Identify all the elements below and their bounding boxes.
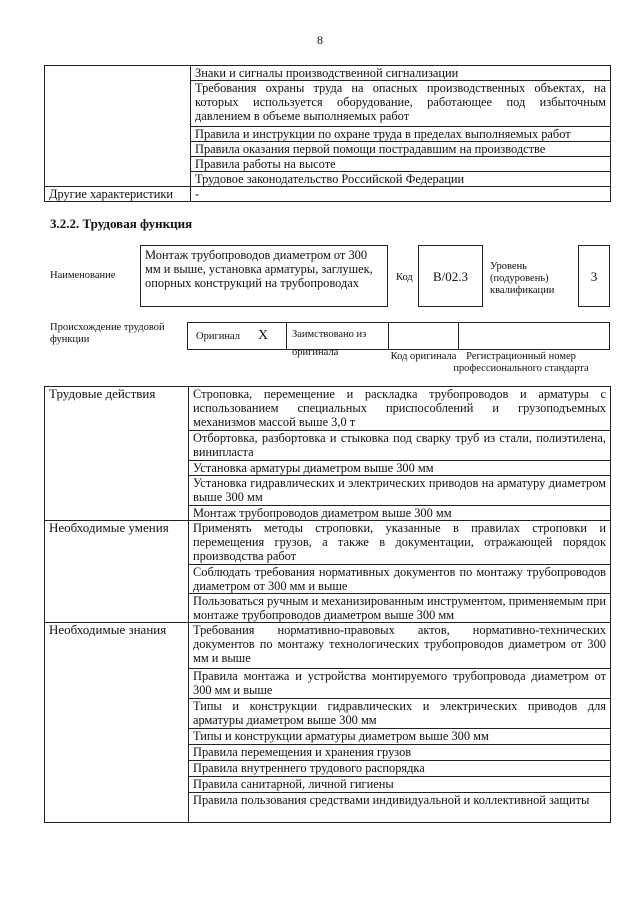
origin-label: Происхождение трудовой функции [50,322,165,345]
function-details-table [44,386,611,823]
top-table-row: Правила работы на высоте [191,157,611,172]
borrowed-label: Заимствовано из оригинала [292,329,367,358]
table-row: Применять методы строповки, указанные в правилах строповки и перемещения грузов, а также в документации, отражающей порядок производства работ [189,521,611,565]
table-row: Соблюдать требования нормативных документов по монтажу трубопроводов диаметром от 300 мм и выше [189,565,611,594]
reg-number-label: Регистрационный номер профессионального стандарта [453,351,589,374]
table-row: Требования нормативно-правовых актов, нормативно-технических документов по монтажу технологических трубопроводов диаметром от 300 мм и выше [189,623,611,669]
other-characteristics-value: - [191,187,611,202]
top-requirements-table [44,65,611,202]
labor-actions-label: Трудовые действия [45,387,189,521]
function-name-box [140,245,388,307]
table-row: Монтаж трубопроводов диаметром выше 300 мм [189,506,611,521]
original-mark: X [258,328,269,343]
section-heading: 3.2.2. Трудовая функция [50,216,193,231]
table-row: Правила пользования средствами индивидуальной и коллективной защиты [189,793,611,823]
required-skills-label: Необходимые умения [45,521,189,623]
table-row: Правила монтажа и устройства монтируемого трубопровода диаметром от 300 мм и выше [189,669,611,699]
code-original-label: Код оригинала [390,351,457,362]
table-row: Правила внутреннего трудового распорядка [189,761,611,777]
table-row: Типы и конструкции арматуры диаметром выше 300 мм [189,729,611,745]
function-code-value: B/02.3 [432,269,469,284]
function-code-box [418,245,483,307]
function-name-value: Монтаж трубопроводов диаметром от 300 мм и выше, установка арматуры, заглушек, опорных конструкций на трубопроводах [145,248,373,290]
table-row: Правила перемещения и хранения грузов [189,745,611,761]
table-row: Установка гидравлических и электрических приводов на арматуру диаметром выше 300 мм [189,476,611,506]
code-label: Код [396,272,413,283]
required-knowledge-label: Необходимые знания [45,623,189,823]
table-row: Правила санитарной, личной гигиены [189,777,611,793]
borrowed-box [286,322,389,358]
name-label: Наименование [50,270,116,281]
table-row: Пользоваться ручным и механизированным инструментом, применяемым при монтаже трубопроводов диаметром выше 300 мм [189,594,611,623]
qualification-level-value: 3 [590,269,598,284]
top-table-blank-cell [45,66,191,187]
qualification-level-box [578,245,610,307]
other-characteristics-label: Другие характеристики [45,187,191,202]
page-number: 8 [317,33,323,47]
table-row: Типы и конструкции гидравлических и электрических приводов для арматуры диаметром выше 300 мм [189,699,611,729]
top-table-row: Правила и инструкции по охране труда в пределах выполняемых работ [191,127,611,142]
top-table-row: Правила оказания первой помощи пострадавшим на производстве [191,142,611,157]
code-original-box [388,322,459,350]
table-row: Строповка, перемещение и раскладка трубопроводов и арматуры с использованием специальных приспособлений и грузоподъемных механизмов массой выше 3,0 т [189,387,611,431]
table-row: Отбортовка, разбортовка и стыковка под сварку труб из стали, полиэтилена, винипласта [189,431,611,461]
original-box [187,322,287,350]
table-row: Установка арматуры диаметром выше 300 мм [189,461,611,476]
top-table-row: Трудовое законодательство Российской Федерации [191,172,611,187]
top-table-row: Знаки и сигналы производственной сигнализации [191,66,611,81]
top-table-row: Требования охраны труда на опасных производственных объектах, на которых используется оборудование, работающее под избыточным давлением в объеме выполняемых работ [191,81,611,127]
reg-number-box [458,322,610,350]
qualification-level-label: Уровень (подуровень) квалификации [490,261,555,296]
original-label: Оригинал [196,331,240,342]
